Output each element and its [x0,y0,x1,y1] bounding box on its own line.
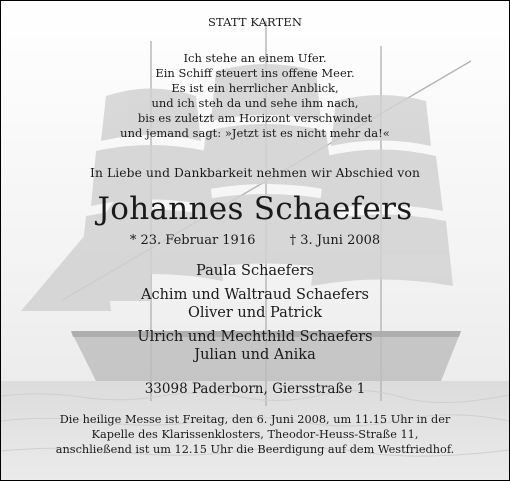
death-date: † 3. Juni 2008 [289,233,381,248]
service-line: anschließend ist um 12.15 Uhr die Beerdigung auf dem Westfriedhof. [55,443,455,456]
service-line: Die heilige Messe ist Freitag, den 6. Juni 2008, um 11.15 Uhr in der [59,413,451,426]
poem-line: Ein Schiff steuert ins offene Meer. [155,66,355,80]
poem-line: und jemand sagt: »Jetzt ist es nicht mehr da!« [120,126,390,140]
family-member: Achim und Waltraud Schaefers [141,287,369,303]
poem-line: und ich steh da und sehe ihm nach, [151,96,359,110]
birth-date: * 23. Februar 1916 [129,233,256,248]
family-member: Paula Schaefers [196,263,314,279]
deceased-name: Johannes Schaefers [97,191,413,227]
header-statt-karten: STATT KARTEN [207,15,303,29]
intro-text: In Liebe und Dankbarkeit nehmen wir Abschied von [90,166,420,180]
family-member: Ulrich und Mechthild Schaefers [137,329,373,345]
family-member: Julian und Anika [194,347,316,363]
obituary-text [1,1,509,480]
service-line: Kapelle des Klarissenklosters, Theodor-Heuss-Straße 11, [91,428,419,441]
life-dates [1,233,509,248]
family-member: Oliver und Patrick [187,305,323,321]
poem-line: bis es zuletzt am Horizont verschwindet [137,111,373,125]
address: 33098 Paderborn, Giersstraße 1 [144,381,366,397]
poem-line: Ich stehe an einem Ufer. [183,51,327,65]
poem-line: Es ist ein herrlicher Anblick, [171,81,339,95]
